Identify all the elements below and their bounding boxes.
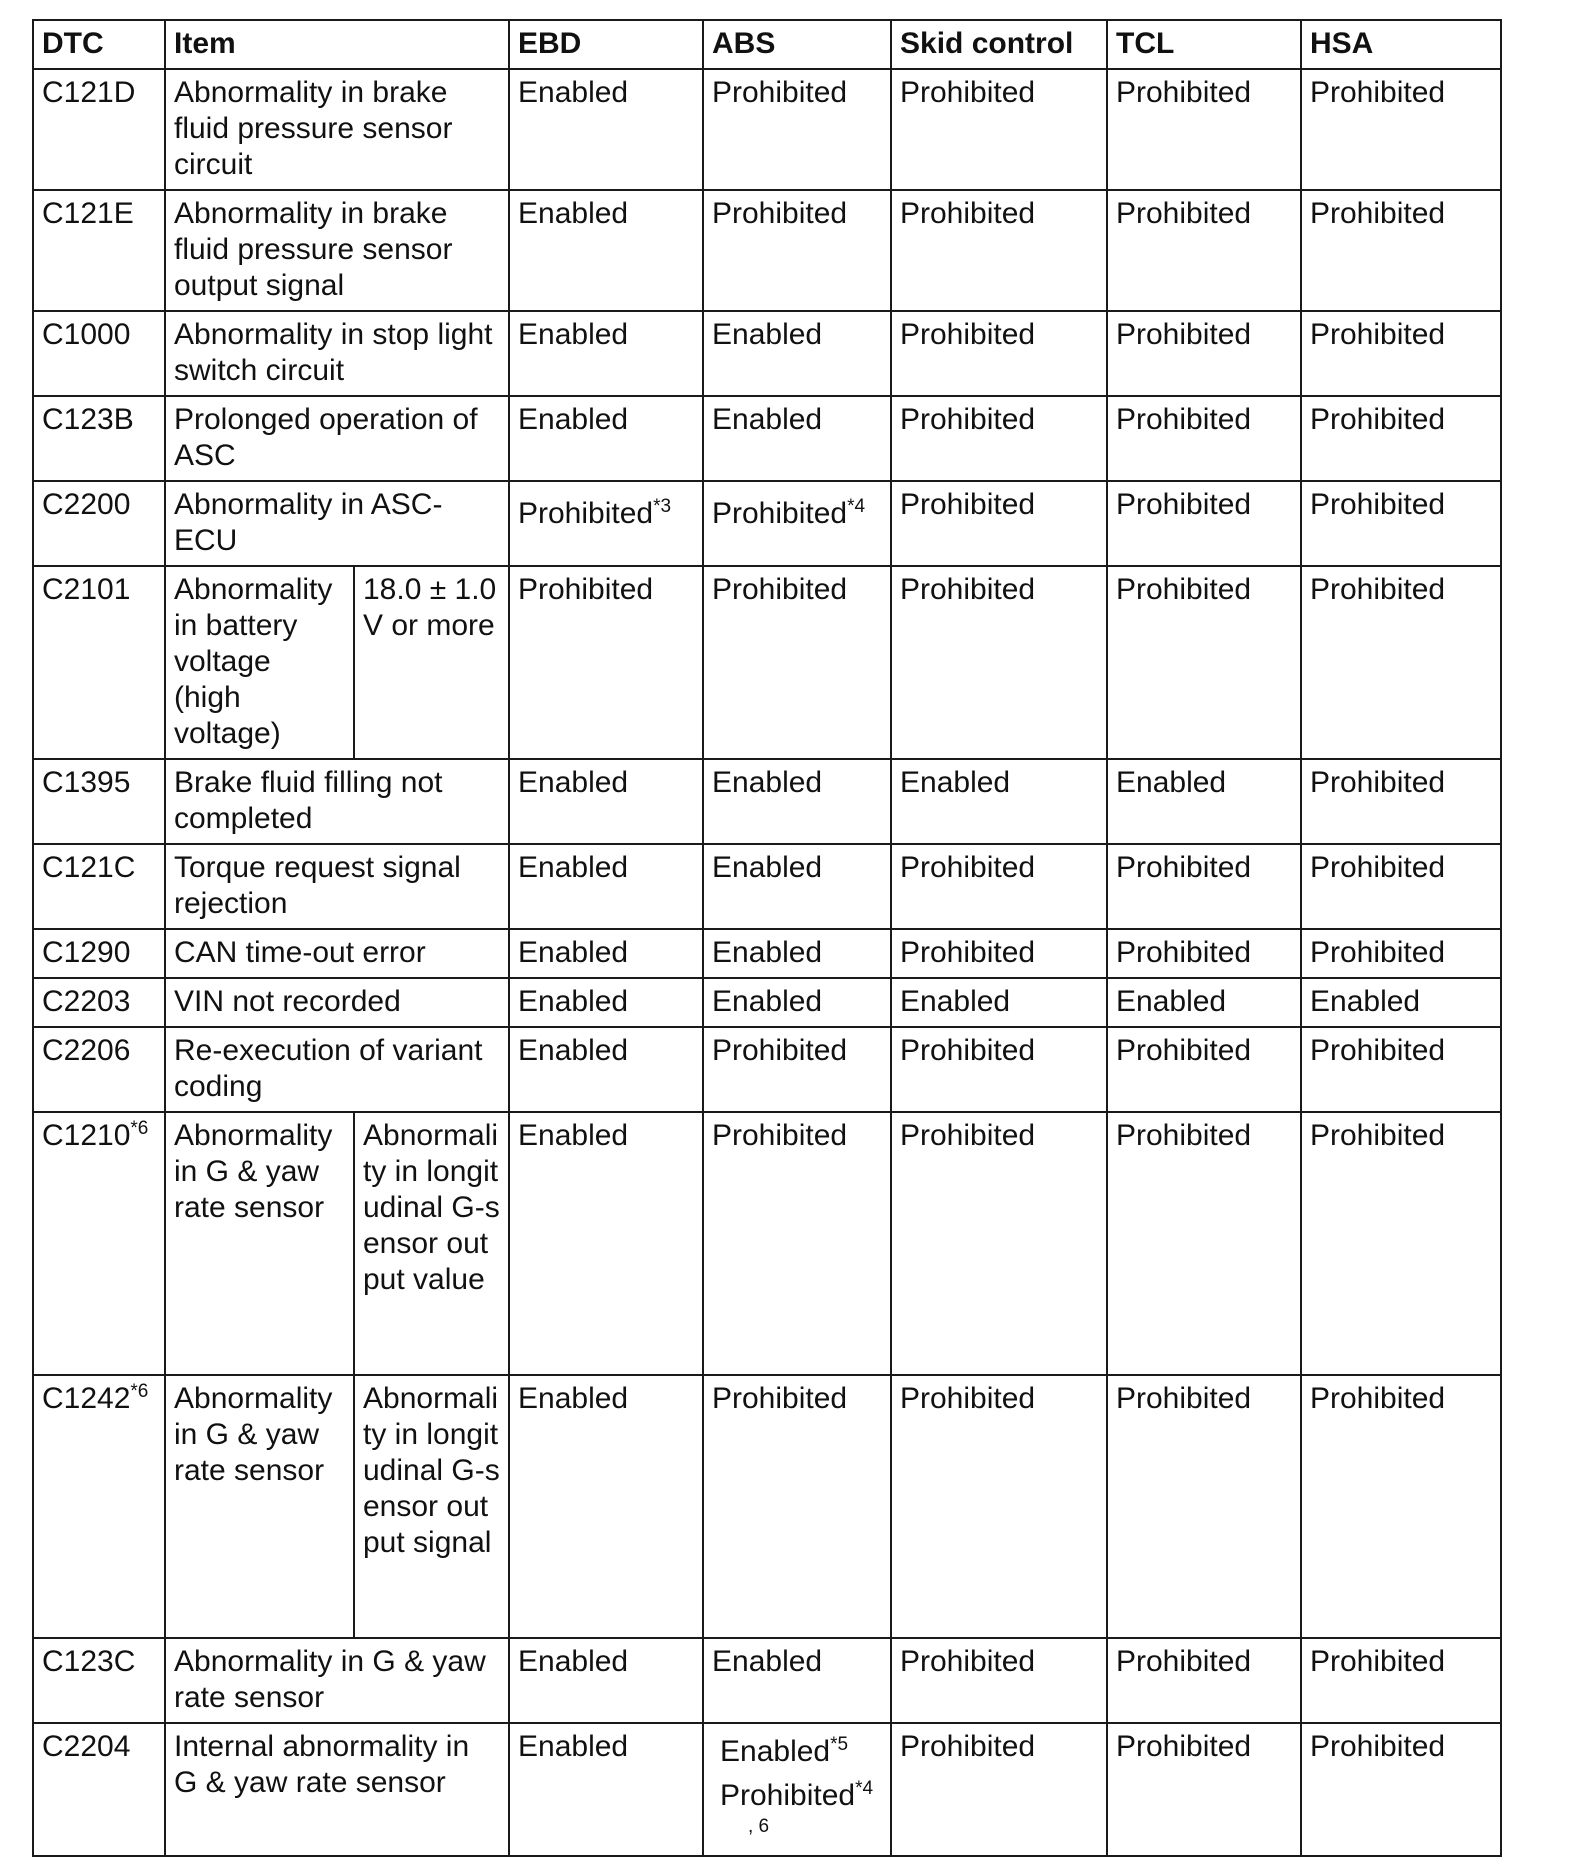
abs-cell: Enabled [703,1638,891,1723]
table-row [33,311,1501,396]
skid-cell: Prohibited [891,844,1107,929]
item-cell: Prolonged operation of ASC [165,396,509,481]
table-row [33,1112,1501,1375]
ebd-cell: Enabled [509,311,703,396]
dtc-cell: C2204 [33,1723,165,1856]
abs-value-enabled: Enabled$^{*5}$ [720,1734,849,1768]
ebd-cell: Prohibited [509,566,703,759]
table-row [33,844,1501,929]
item-sub-cell: Abnormality in longitudinal G-sensor output signal [354,1375,509,1638]
skid-cell: Prohibited [891,190,1107,311]
abs-cell: Prohibited [703,190,891,311]
item-cell: Abnormality in battery voltage (high voltage) [165,566,354,759]
abs-value: Prohibited [712,497,848,530]
ebd-cell: Enabled [509,1112,703,1375]
table-row [33,759,1501,844]
dtc-cell: C1290 [33,929,165,978]
hsa-cell: Prohibited [1301,311,1501,396]
table-row [33,396,1501,481]
item-cell: Abnormality in brake fluid pressure sensor output signal [165,190,509,311]
tcl-cell: Prohibited [1107,1638,1301,1723]
footnote-marker: *4 [847,496,866,517]
dtc-cell: C1000 [33,311,165,396]
dtc-cell: C2200 [33,481,165,566]
footnote-marker-continued: , 6 [748,1816,770,1837]
skid-cell: Prohibited [891,311,1107,396]
dtc-cell [33,1375,165,1638]
dtc-fail-safe-table [32,19,1502,1857]
ebd-cell: Enabled [509,69,703,190]
skid-cell: Prohibited [891,1723,1107,1856]
abs-cell: Prohibited [703,1112,891,1375]
hsa-cell: Enabled [1301,978,1501,1027]
table-row [33,978,1501,1027]
dtc-cell: C123C [33,1638,165,1723]
abs-value-prohibited: Prohibited$^{*4}$ [720,1778,874,1812]
item-cell: Abnormality in brake fluid pressure sensor circuit [165,69,509,190]
tcl-cell: Prohibited [1107,396,1301,481]
item-cell: Abnormality in G & yaw rate sensor [165,1112,354,1375]
table-row [33,1638,1501,1723]
dtc-cell: C2203 [33,978,165,1027]
hsa-cell: Prohibited [1301,1638,1501,1723]
footnote-marker: *4 [855,1778,874,1799]
tcl-cell: Prohibited [1107,69,1301,190]
hsa-cell: Prohibited [1301,566,1501,759]
hsa-cell: Prohibited [1301,190,1501,311]
ebd-cell: Enabled [509,978,703,1027]
skid-cell: Prohibited [891,929,1107,978]
item-cell: Brake fluid filling not completed [165,759,509,844]
ebd-cell: Enabled [509,929,703,978]
item-cell: Abnormality in stop light switch circuit [165,311,509,396]
hsa-cell: Prohibited [1301,759,1501,844]
item-cell: Torque request signal rejection [165,844,509,929]
dtc-cell: C2101 [33,566,165,759]
abs-cell: Enabled [703,396,891,481]
tcl-cell: Prohibited [1107,1723,1301,1856]
item-cell: VIN not recorded [165,978,509,1027]
tcl-cell: Prohibited [1107,190,1301,311]
skid-cell: Prohibited [891,1027,1107,1112]
skid-cell: Enabled [891,759,1107,844]
footnote-marker: *5 [830,1734,849,1755]
skid-cell: Prohibited [891,1112,1107,1375]
item-cell: Abnormality in ASC-ECU [165,481,509,566]
ebd-cell: Enabled [509,844,703,929]
tcl-cell: Prohibited [1107,311,1301,396]
dtc-cell: C2206 [33,1027,165,1112]
table-row [33,1723,1501,1856]
abs-cell: Enabled [703,311,891,396]
table-row [33,1027,1501,1112]
skid-cell: Prohibited [891,1638,1107,1723]
skid-cell: Prohibited [891,69,1107,190]
tcl-cell: Prohibited [1107,1112,1301,1375]
table-row [33,929,1501,978]
abs-cell: Enabled [703,929,891,978]
ebd-cell: Enabled [509,1375,703,1638]
dtc-cell: C121E [33,190,165,311]
header-ebd: EBD [509,20,703,69]
ebd-value: Prohibited [518,497,654,530]
ebd-cell: Enabled [509,1027,703,1112]
abs-cell [703,1723,891,1856]
dtc-cell [33,1112,165,1375]
ebd-cell: Enabled [509,1723,703,1856]
header-tcl: TCL [1107,20,1301,69]
hsa-cell: Prohibited [1301,1375,1501,1638]
header-item: Item [165,20,509,69]
dtc-value: C1210 [42,1119,131,1152]
item-cell: CAN time-out error [165,929,509,978]
item-cell: Abnormality in G & yaw rate sensor [165,1638,509,1723]
table-row [33,190,1501,311]
tcl-cell: Prohibited [1107,566,1301,759]
tcl-cell: Prohibited [1107,929,1301,978]
ebd-cell: Enabled [509,396,703,481]
tcl-cell: Prohibited [1107,1375,1301,1638]
hsa-cell: Prohibited [1301,1027,1501,1112]
table-row [33,566,1501,759]
table-row [33,481,1501,566]
footnote-marker: *6 [130,1381,149,1402]
hsa-cell: Prohibited [1301,69,1501,190]
dtc-cell: C1395 [33,759,165,844]
table-row [33,69,1501,190]
hsa-cell: Prohibited [1301,929,1501,978]
skid-cell: Prohibited [891,566,1107,759]
item-cell: Internal abnormality in G & yaw rate sensor [165,1723,509,1856]
skid-cell: Prohibited [891,481,1107,566]
item-sub-cell: Abnormality in longitudinal G-sensor output value [354,1112,509,1375]
table-header-row [33,20,1501,69]
ebd-cell [509,481,703,566]
tcl-cell: Enabled [1107,978,1301,1027]
skid-cell: Prohibited [891,396,1107,481]
hsa-cell: Prohibited [1301,481,1501,566]
hsa-cell: Prohibited [1301,844,1501,929]
dtc-cell: C121C [33,844,165,929]
tcl-cell: Enabled [1107,759,1301,844]
hsa-cell: Prohibited [1301,396,1501,481]
header-hsa: HSA [1301,20,1501,69]
dtc-value: C1242 [42,1382,131,1415]
tcl-cell: Prohibited [1107,481,1301,566]
header-abs: ABS [703,20,891,69]
ebd-cell: Enabled [509,759,703,844]
skid-cell: Prohibited [891,1375,1107,1638]
ebd-cell: Enabled [509,190,703,311]
skid-cell: Enabled [891,978,1107,1027]
hsa-cell: Prohibited [1301,1112,1501,1375]
abs-cell: Enabled [703,844,891,929]
abs-cell [703,481,891,566]
ebd-cell: Enabled [509,1638,703,1723]
item-cell: Abnormality in G & yaw rate sensor [165,1375,354,1638]
item-cell: Re-execution of variant coding [165,1027,509,1112]
abs-cell: Prohibited [703,566,891,759]
tcl-cell: Prohibited [1107,1027,1301,1112]
hsa-cell: Prohibited [1301,1723,1501,1856]
abs-cell: Enabled [703,978,891,1027]
item-sub-cell: 18.0 ± 1.0 V or more [354,566,509,759]
dtc-cell: C123B [33,396,165,481]
tcl-cell: Prohibited [1107,844,1301,929]
header-dtc: DTC [33,20,165,69]
footnote-marker: *3 [653,496,672,517]
dtc-cell: C121D [33,69,165,190]
header-skid-control: Skid control [891,20,1107,69]
abs-cell: Prohibited [703,69,891,190]
abs-cell: Prohibited [703,1375,891,1638]
table-row [33,1375,1501,1638]
footnote-marker: *6 [130,1118,149,1139]
abs-cell: Enabled [703,759,891,844]
abs-cell: Prohibited [703,1027,891,1112]
